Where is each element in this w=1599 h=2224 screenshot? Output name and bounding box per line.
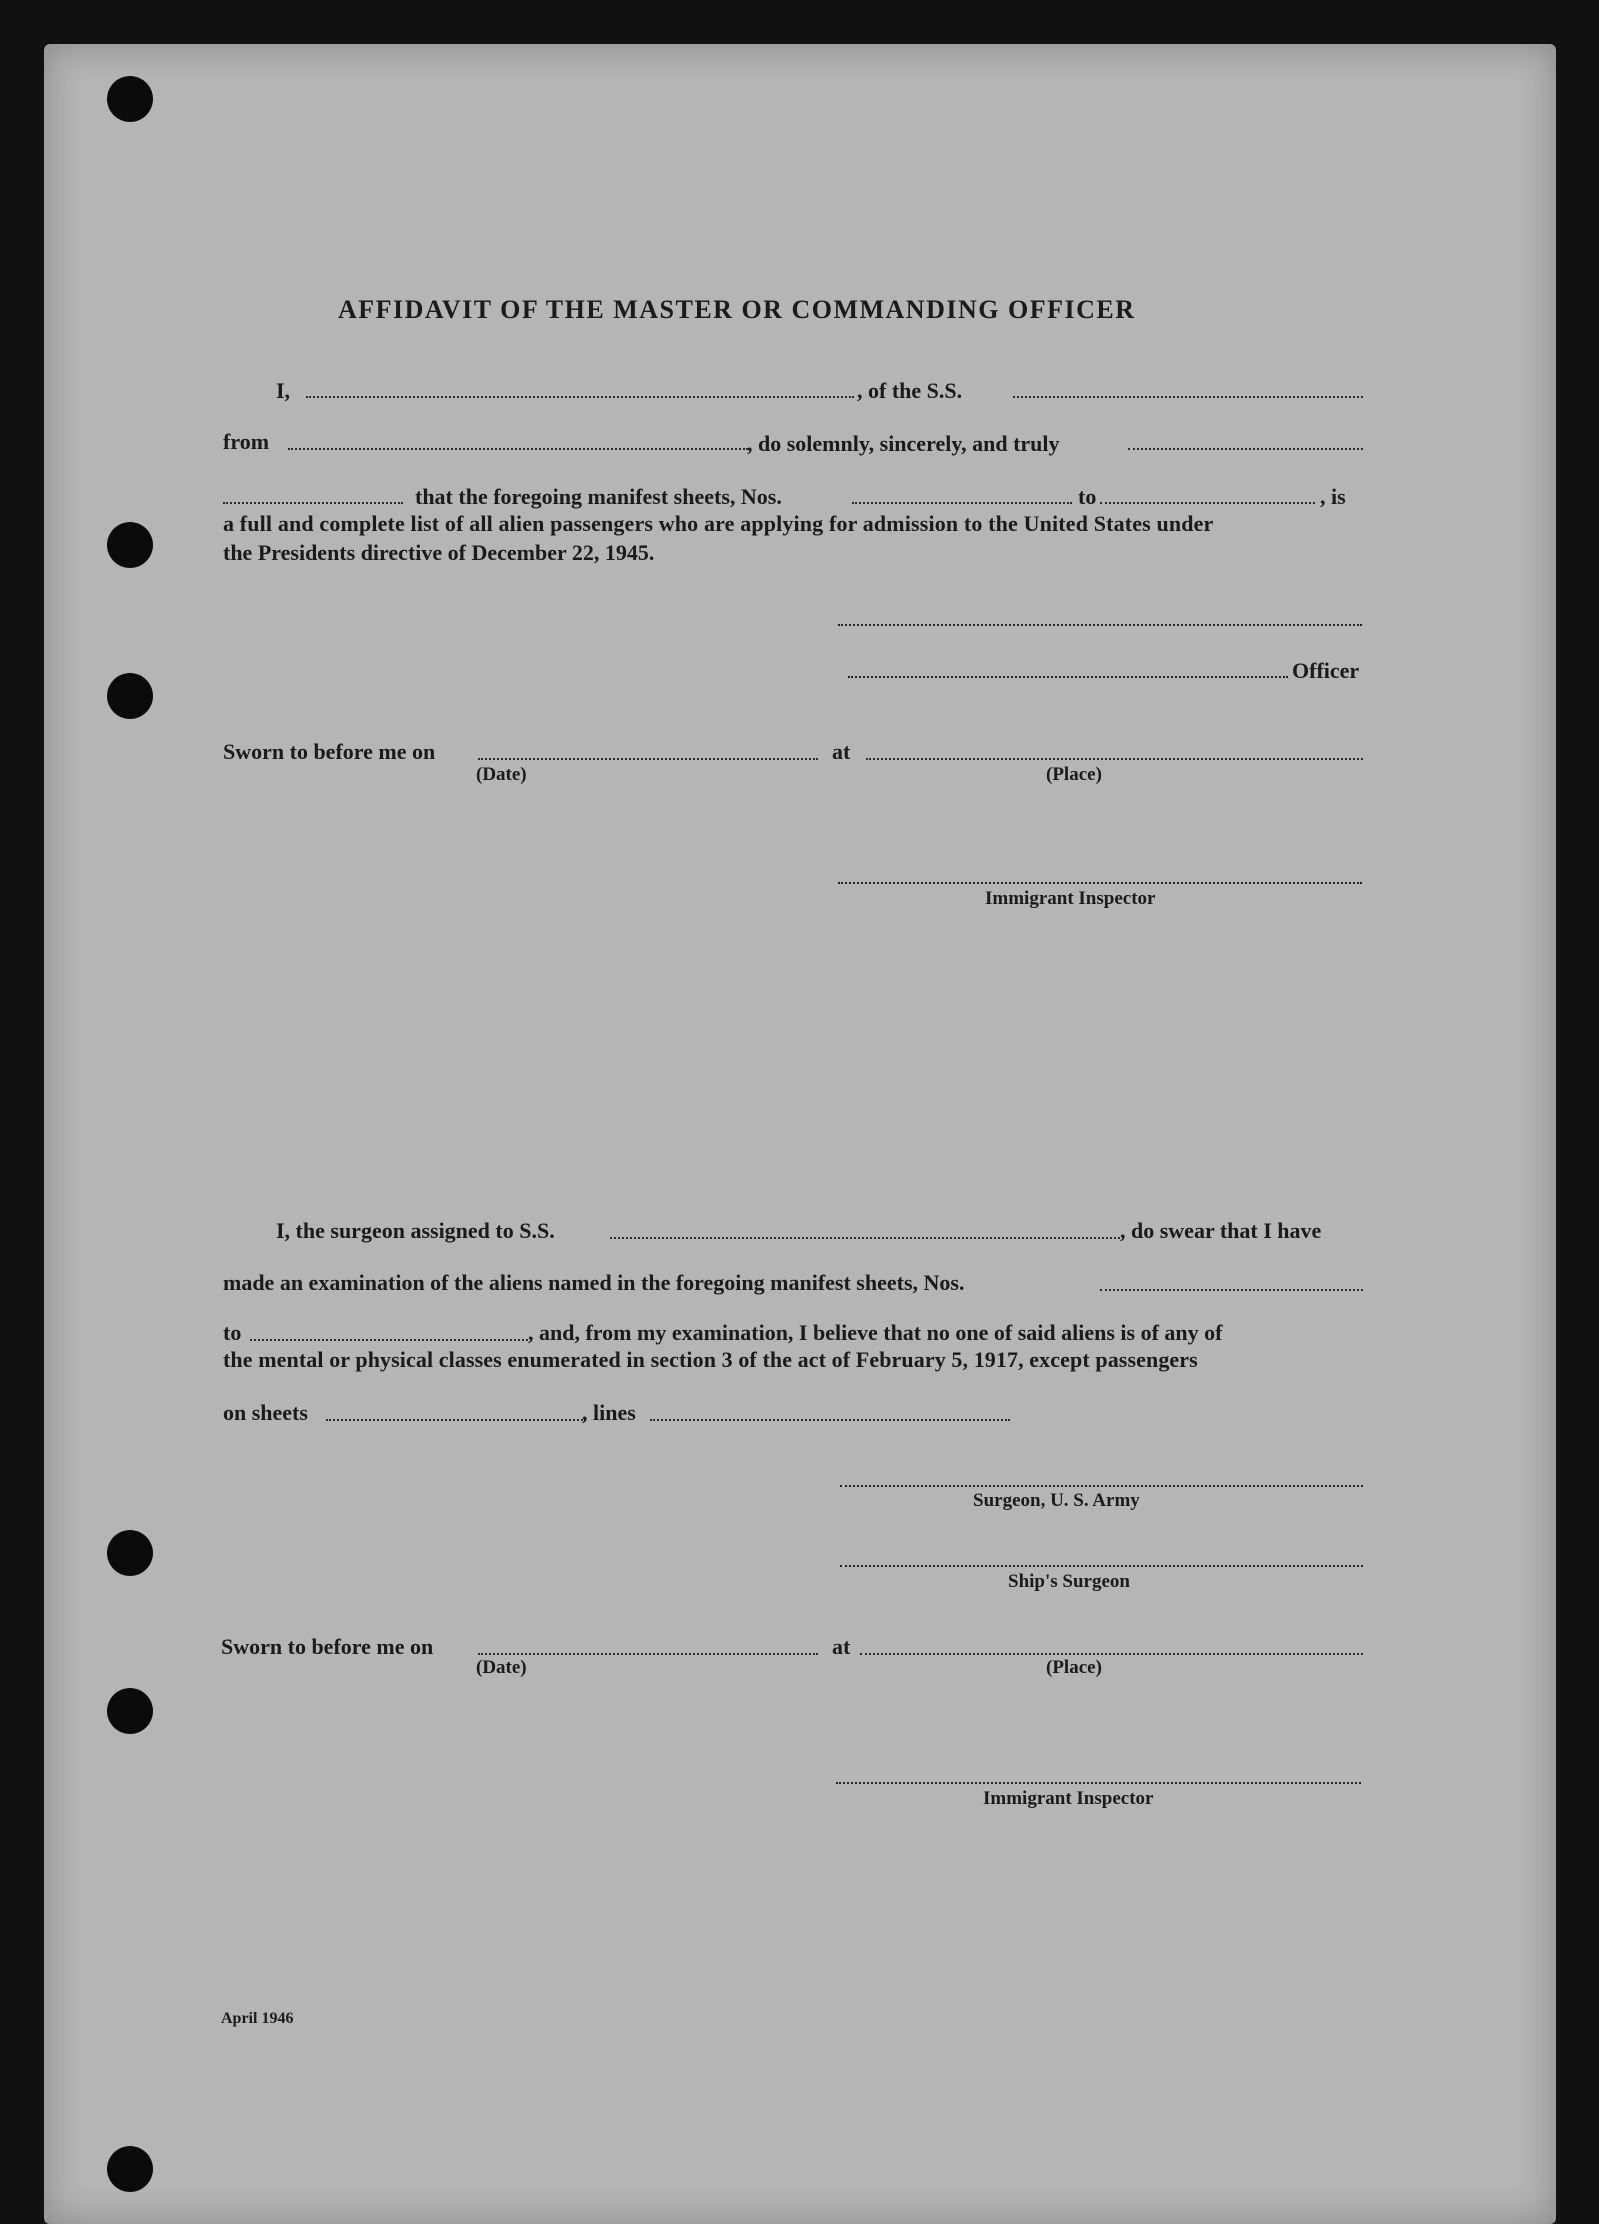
surgeon-at-label: at <box>832 1634 851 1659</box>
master-at-label: at <box>832 739 851 764</box>
master-place-caption: (Place) <box>1046 764 1102 785</box>
surgeon-belief-label: , and, from my examination, I believe that no one of said aliens is of any of <box>528 1320 1223 1345</box>
master-oath-prefix-field[interactable] <box>223 502 403 504</box>
surgeon-sworn-date-field[interactable] <box>478 1653 818 1655</box>
surgeon-sworn-place-field[interactable] <box>860 1653 1363 1655</box>
master-nos-to-field[interactable] <box>1100 502 1315 504</box>
surgeon-lines-field[interactable] <box>650 1419 1010 1421</box>
master-ss-label: , of the S.S. <box>857 378 963 403</box>
surgeon-sheets-field[interactable] <box>326 1419 586 1421</box>
master-sworn-date-field[interactable] <box>478 758 818 760</box>
surgeon-date-caption: (Date) <box>476 1657 527 1678</box>
officer-signature-line[interactable] <box>848 676 1288 678</box>
surgeon-examination-label: made an examination of the aliens named in the foregoing manifest sheets, Nos. <box>223 1270 965 1295</box>
master-i-label: I, <box>276 378 291 403</box>
master-inspector-signature-line[interactable] <box>838 882 1362 884</box>
surgeon-intro-label: I, the surgeon assigned to S.S. <box>276 1218 555 1243</box>
surgeon-to-label: to <box>223 1320 242 1345</box>
surgeon-nos-to-field[interactable] <box>250 1339 528 1341</box>
master-signature-line[interactable] <box>838 624 1362 626</box>
master-date-caption: (Date) <box>476 764 527 785</box>
surgeon-place-caption: (Place) <box>1046 1657 1102 1678</box>
master-is-label: , is <box>1320 484 1346 509</box>
master-name-field[interactable] <box>306 396 854 398</box>
master-that-label: that the foregoing manifest sheets, Nos. <box>415 484 782 509</box>
army-surgeon-label: Surgeon, U. S. Army <box>973 1490 1140 1511</box>
master-nos-from-field[interactable] <box>852 502 1072 504</box>
master-from-field[interactable] <box>288 448 748 450</box>
form-date-footer: April 1946 <box>221 2010 294 2027</box>
surgeon-inspector-signature-line[interactable] <box>836 1782 1361 1784</box>
master-sworn-label: Sworn to before me on <box>223 739 436 764</box>
ship-surgeon-label: Ship's Surgeon <box>1008 1571 1130 1592</box>
surgeon-classes-line: the mental or physical classes enumerated in section 3 of the act of February 5, 1917, except passengers <box>223 1347 1198 1372</box>
master-sworn-place-field[interactable] <box>866 758 1363 760</box>
surgeon-nos-from-field[interactable] <box>1100 1289 1363 1291</box>
army-surgeon-signature-line[interactable] <box>840 1485 1363 1487</box>
surgeon-sheets-label: on sheets <box>223 1400 308 1425</box>
master-from-label: from <box>223 429 270 454</box>
master-inspector-label: Immigrant Inspector <box>985 888 1156 909</box>
ship-surgeon-signature-line[interactable] <box>840 1565 1363 1567</box>
surgeon-lines-label: , lines <box>582 1400 636 1425</box>
surgeon-ship-field[interactable] <box>610 1237 1120 1239</box>
master-ship-field[interactable] <box>1013 396 1363 398</box>
master-to-label: to <box>1078 484 1097 509</box>
surgeon-sworn-label: Sworn to before me on <box>221 1634 434 1659</box>
surgeon-inspector-label: Immigrant Inspector <box>983 1788 1154 1809</box>
master-directive-line: the Presidents directive of December 22, 1945. <box>223 540 655 565</box>
master-statement-line: a full and complete list of all alien passengers who are applying for admission to the United States under <box>223 511 1214 536</box>
surgeon-swear-label: , do swear that I have <box>1120 1218 1322 1243</box>
master-solemnly-label: , do solemnly, sincerely, and truly <box>747 431 1060 456</box>
form-title: AFFIDAVIT OF THE MASTER OR COMMANDING OFFICER <box>338 295 1136 324</box>
officer-label: Officer <box>1292 658 1360 683</box>
master-oath-field[interactable] <box>1128 448 1363 450</box>
